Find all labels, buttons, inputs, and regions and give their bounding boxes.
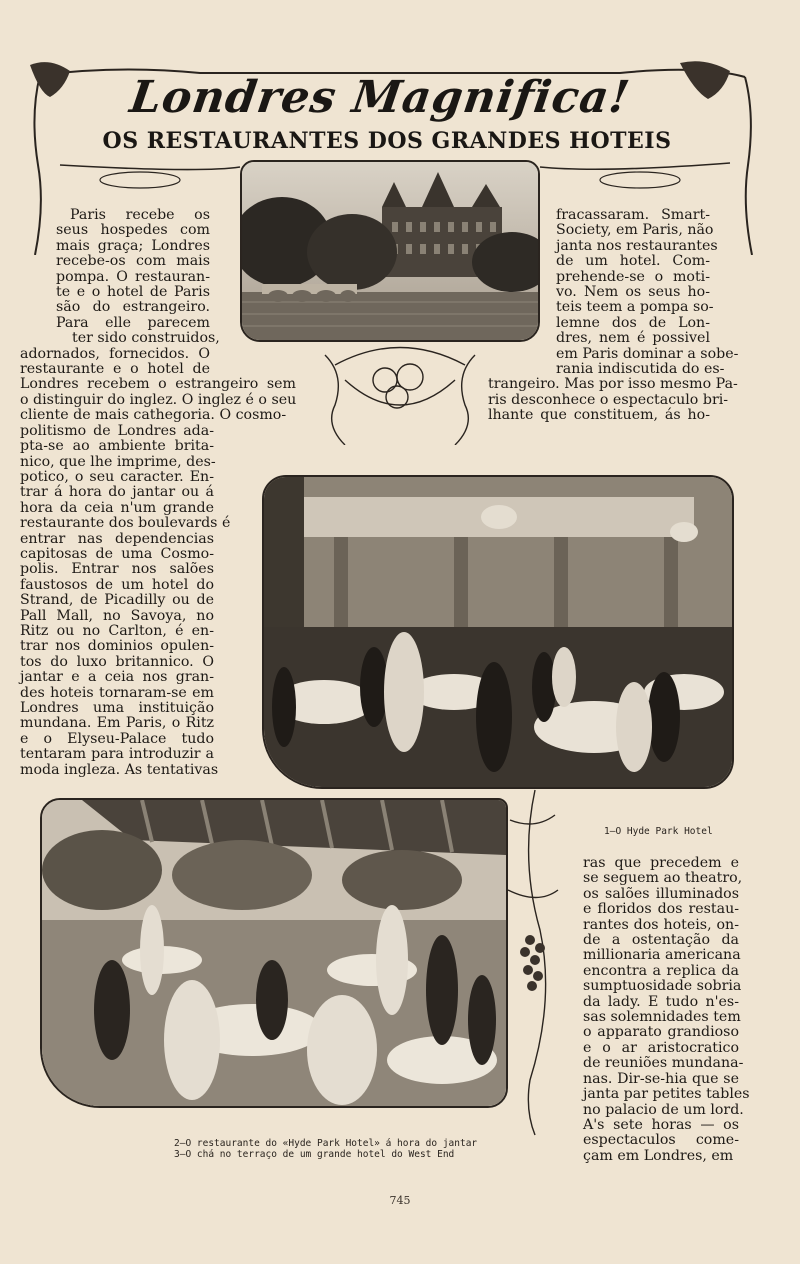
text-line: Ritz ou no Carlton, é en-: [20, 622, 214, 639]
text-line: são do estrangeiro.: [56, 299, 210, 316]
text-line: Londres uma instituição: [20, 700, 214, 716]
text-line: hora da ceia n'um grande: [20, 499, 214, 516]
fruit-basket-ornament: [315, 335, 485, 445]
text-line: prehende-se o moti-: [556, 268, 710, 285]
text-line: ris desconhece o espectaculo bri-: [488, 391, 729, 408]
text-line: trangeiro. Mas por isso mesmo Pa-: [488, 376, 738, 393]
text-line: de reuniões mundana-: [583, 1055, 744, 1072]
text-line: Londres recebem o estrangeiro sem: [20, 376, 296, 393]
text-line: cliente de mais cathegoria. O cosmo-: [20, 407, 287, 424]
text-line: os salões illuminados: [583, 885, 739, 902]
text-line: de um hotel. Com-: [556, 253, 710, 270]
article-right-column: [488, 207, 739, 424]
text-line: e o Elyseu-Palace tudo: [20, 730, 214, 747]
text-line: janta par petites tables: [583, 1086, 750, 1103]
text-line: capitosas de uma Cosmo-: [20, 545, 214, 562]
text-line: te e o hotel de Paris: [56, 284, 210, 301]
text-line: trar nos dominios opulen-: [20, 638, 214, 655]
text-line: mais graça; Londres: [56, 237, 210, 254]
text-line: da lady. E tudo n'es-: [583, 993, 739, 1010]
text-line: e o ar aristocratico: [583, 1039, 739, 1056]
caption-photo-1: 1—O Hyde Park Hotel: [604, 826, 713, 837]
text-line: teis teem a pompa so-: [556, 299, 714, 316]
text-line: politismo de Londres ada-: [20, 422, 214, 439]
page-number: 745: [389, 1194, 411, 1207]
page-title: Londres Magnifica!: [126, 72, 634, 123]
text-line: mundana. Em Paris, o Ritz: [20, 715, 214, 732]
text-line: millionaria americana: [583, 947, 741, 964]
photo-hyde-park-restaurant: [262, 475, 734, 789]
text-line: tos do luxo britannico. O: [20, 653, 214, 670]
text-line: recebe-os com mais: [56, 253, 210, 270]
text-line: Para elle parecem: [56, 314, 210, 331]
text-line: potico, o seu caracter. En-: [20, 468, 214, 485]
text-line: sas solemnidades tem: [583, 1009, 741, 1026]
text-line: encontra a replica da: [583, 962, 739, 979]
text-line: pta-se ao ambiente brita-: [20, 438, 214, 455]
text-line: A's sete horas — os: [583, 1116, 739, 1133]
text-line: no palacio de um lord.: [583, 1101, 744, 1118]
text-line: Paris recebe os: [70, 207, 210, 223]
text-line: fracassaram. Smart-: [556, 207, 710, 223]
text-line: lhante que constituem, ás ho-: [488, 407, 710, 424]
text-line: moda ingleza. As tentativas: [20, 761, 219, 778]
text-line: se seguem ao theatro,: [583, 870, 743, 887]
caption-photo-3: 3—O chá no terraço de um grande hotel do West End: [174, 1149, 455, 1160]
article-left-column: [20, 208, 300, 778]
text-line: Society, em Paris, não: [556, 222, 714, 239]
text-line: faustosos de um hotel do: [20, 576, 214, 593]
text-line: çam em Londres, em: [583, 1147, 734, 1164]
text-line: janta nos restaurantes: [556, 237, 718, 254]
text-line: dres, nem é possivel: [556, 330, 710, 347]
text-line: Strand, de Picadilly ou de: [20, 592, 214, 609]
text-line: trar á hora do jantar ou á: [20, 484, 214, 501]
text-line: pompa. O restauran-: [56, 268, 210, 285]
page-subtitle: OS RESTAURANTES DOS GRANDES HOTEIS: [102, 128, 672, 154]
text-line: restaurante dos boulevards é: [20, 515, 231, 532]
text-line: jantar e a ceia nos gran-: [20, 669, 214, 686]
text-line: rania indiscutida do es-: [556, 361, 725, 378]
text-line: adornados, fornecidos. O: [20, 345, 210, 362]
photo-tea-terrace: [40, 798, 508, 1108]
text-line: ras que precedem e: [583, 855, 739, 871]
text-line: Pall Mall, no Savoya, no: [20, 607, 214, 624]
text-line: seus hospedes com: [56, 222, 210, 239]
grape-vine-ornament: [500, 780, 570, 1140]
caption-photo-2: 2—O restaurante do «Hyde Park Hotel» á hora do jantar: [174, 1138, 478, 1149]
text-line: sumptuosidade sobria: [583, 978, 742, 995]
text-line: o apparato grandioso: [583, 1024, 739, 1041]
text-line: des hoteis tornaram-se em: [20, 684, 214, 701]
text-line: em Paris dominar a sobe-: [556, 345, 739, 362]
text-line: nico, que lhe imprime, des-: [20, 453, 216, 470]
text-line: rantes dos hoteis, on-: [583, 916, 739, 933]
text-line: vo. Nem os seus ho-: [556, 284, 710, 301]
text-line: e floridos dos restau-: [583, 901, 739, 918]
text-line: ter sido construidos,: [72, 330, 220, 347]
text-line: lemne dos de Lon-: [556, 314, 710, 331]
text-line: restaurante e o hotel de: [20, 361, 210, 378]
article-lower-right-column: [583, 855, 750, 1164]
text-line: polis. Entrar nos salões: [20, 561, 214, 578]
text-line: de a ostentação da: [583, 932, 739, 949]
text-line: entrar nas dependencias: [20, 530, 214, 547]
text-line: o distinguir do inglez. O inglez é o seu: [20, 391, 297, 408]
text-line: tentaram para introduzir a: [20, 746, 214, 763]
text-line: espectaculos come-: [583, 1132, 739, 1149]
text-line: nas. Dir-se-hia que se: [583, 1070, 739, 1087]
